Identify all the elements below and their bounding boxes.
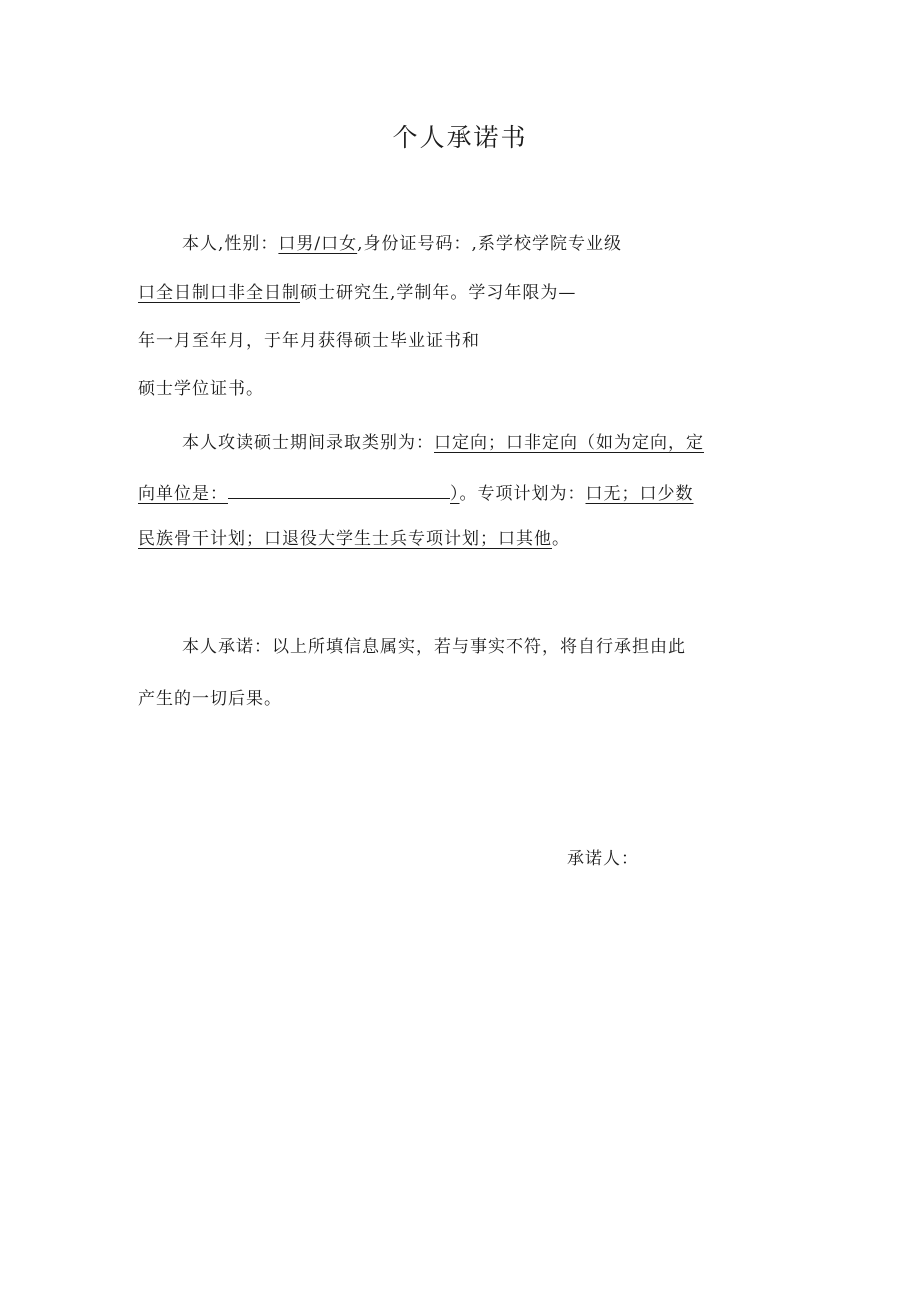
para1-line1 xyxy=(182,233,622,255)
para2-line3-text-b: 。 xyxy=(552,529,570,549)
study-mode-options: 口全日制口非全日制 xyxy=(138,283,300,303)
admission-type-options: 口定向；口非定向（如为定向，定 xyxy=(434,433,704,453)
special-plan-options-b: 民族骨干计划；口退役大学生士兵专项计划；口其他 xyxy=(138,529,552,549)
para2-line2-text-d: 。专项计划为： xyxy=(459,484,586,504)
unit-close-paren: ） xyxy=(450,484,460,504)
para2-line2 xyxy=(138,481,694,505)
para2-line1-text-a: 本人攻读硕士期间录取类别为： xyxy=(182,433,434,453)
para1-line4: 硕士学位证书。 xyxy=(138,379,264,399)
signature-label: 承诺人： xyxy=(567,849,639,869)
unit-label: 向单位是： xyxy=(138,484,228,504)
para2-line3 xyxy=(138,528,570,550)
para1-line1-text-c: ,身份证号码：,系学校学院专业级 xyxy=(357,234,622,254)
para1-line3: 年一月至年月，于年月获得硕士毕业证书和 xyxy=(138,331,480,351)
para3-line2: 产生的一切后果。 xyxy=(138,689,282,709)
para2-line1 xyxy=(182,432,704,454)
document-title: 个人承诺书 xyxy=(392,123,528,152)
unit-blank xyxy=(228,481,450,499)
para1-line2 xyxy=(138,282,576,304)
special-plan-options-a: 口无；口少数 xyxy=(585,484,694,504)
para3-line1: 本人承诺：以上所填信息属实，若与事实不符，将自行承担由此 xyxy=(182,637,686,657)
para1-line1-text-a: 本人,性别： xyxy=(182,234,279,254)
gender-options: 口男/口女 xyxy=(278,234,358,254)
para1-line2-text-b: 硕士研究生,学制年。学习年限为— xyxy=(300,283,577,303)
